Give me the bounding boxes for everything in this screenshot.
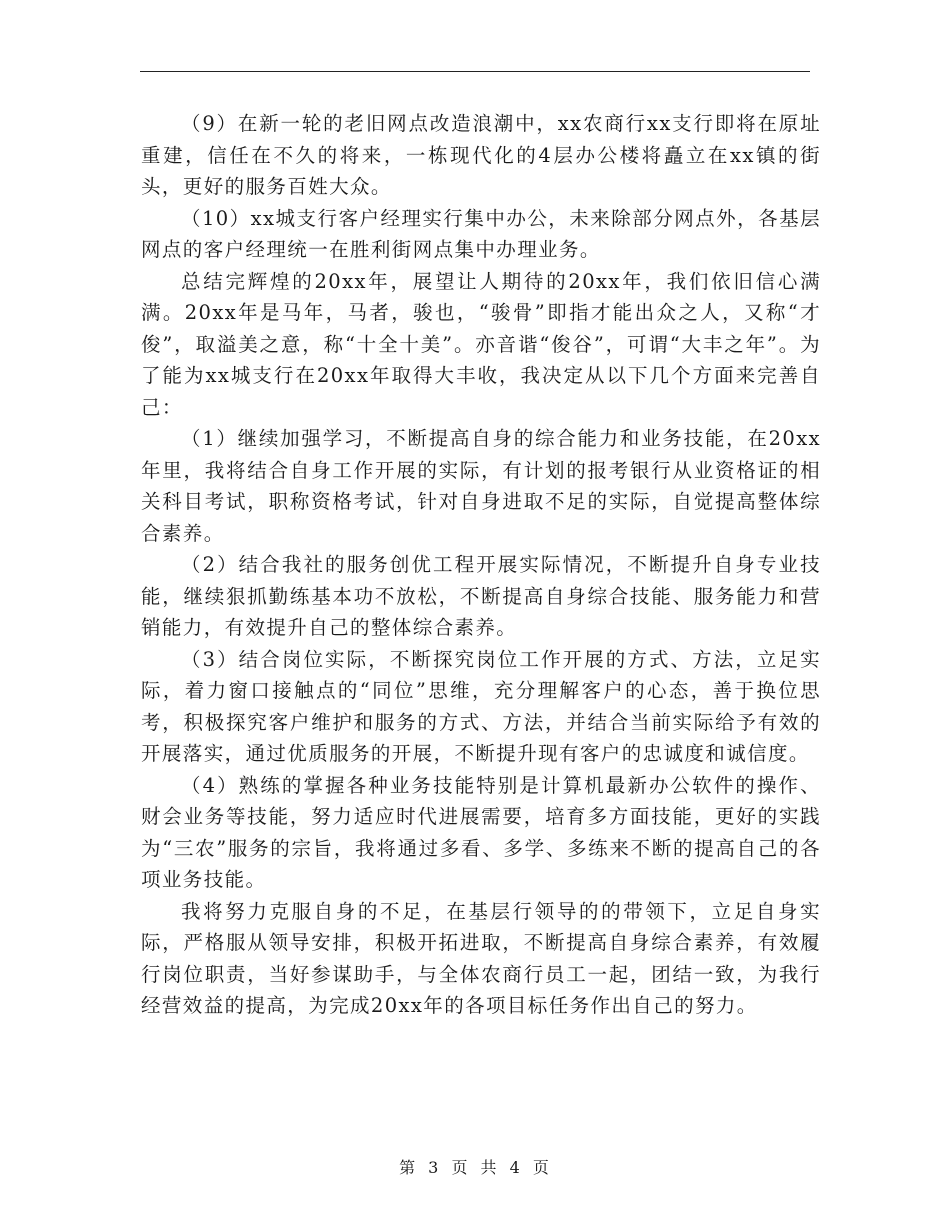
paragraph-item-9: （9）在新一轮的老旧网点改造浪潮中，xx农商行xx支行即将在原址重建，信任在不久的将来，一栋现代化的4层办公楼将矗立在xx镇的街头，更好的服务百姓大众。 (141, 112, 821, 198)
paragraph-conclusion: 我将努力克服自身的不足，在基层行领导的的带领下，立足自身实际，严格服从领导安排，积极开拓进取，不断提高自身综合素养，有效履行岗位职责，当好参谋助手，与全体农商行员工一起，团结一致，为我行经营效益的提高，为完成20xx年的各项目标任务作出自己的努力。 (141, 899, 821, 1017)
paragraph-item-10: （10）xx城支行客户经理实行集中办公，未来除部分网点外，各基层网点的客户经理统一在胜利街网点集中办理业务。 (141, 206, 821, 261)
header-rule (140, 71, 810, 72)
paragraph-plan-1: （1）继续加强学习，不断提高自身的综合能力和业务技能，在20xx年里，我将结合自身工作开展的实际，有计划的报考银行从业资格证的相关科目考试，职称资格考试，针对自身进取不足的实际，自觉提高整体综合素养。 (141, 427, 821, 545)
document-body (141, 108, 821, 1022)
paragraph-plan-2: （2）结合我社的服务创优工程开展实际情况，不断提升自身专业技能，继续狠抓勤练基本功不放松，不断提高自身综合技能、服务能力和营销能力，有效提升自己的整体综合素养。 (141, 553, 821, 639)
page-number-footer: 第 3 页 共 4 页 (399, 1158, 551, 1177)
paragraph-plan-3: （3）结合岗位实际，不断探究岗位工作开展的方式、方法，立足实际，着力窗口接触点的“同位”思维，充分理解客户的心态，善于换位思考，积极探究客户维护和服务的方式、方法，并结合当前实际给予有效的开展落实，通过优质服务的开展，不断提升现有客户的忠诚度和诚信度。 (141, 647, 821, 765)
paragraph-summary-outlook: 总结完辉煌的20xx年，展望让人期待的20xx年，我们依旧信心满满。20xx年是马年，马者，骏也，“骏骨”即指才能出众之人，又称“才俊”，取溢美之意，称“十全十美”。亦音谐“俊谷”，可谓“大丰之年”。为了能为xx城支行在20xx年取得大丰收，我决定从以下几个方面来完善自己： (141, 269, 821, 419)
paragraph-plan-4: （4）熟练的掌握各种业务技能特别是计算机最新办公软件的操作、财会业务等技能，努力适应时代进展需要，培育多方面技能，更好的实践为“三农”服务的宗旨，我将通过多看、多学、多练来不断的提高自己的各项业务技能。 (141, 773, 821, 891)
